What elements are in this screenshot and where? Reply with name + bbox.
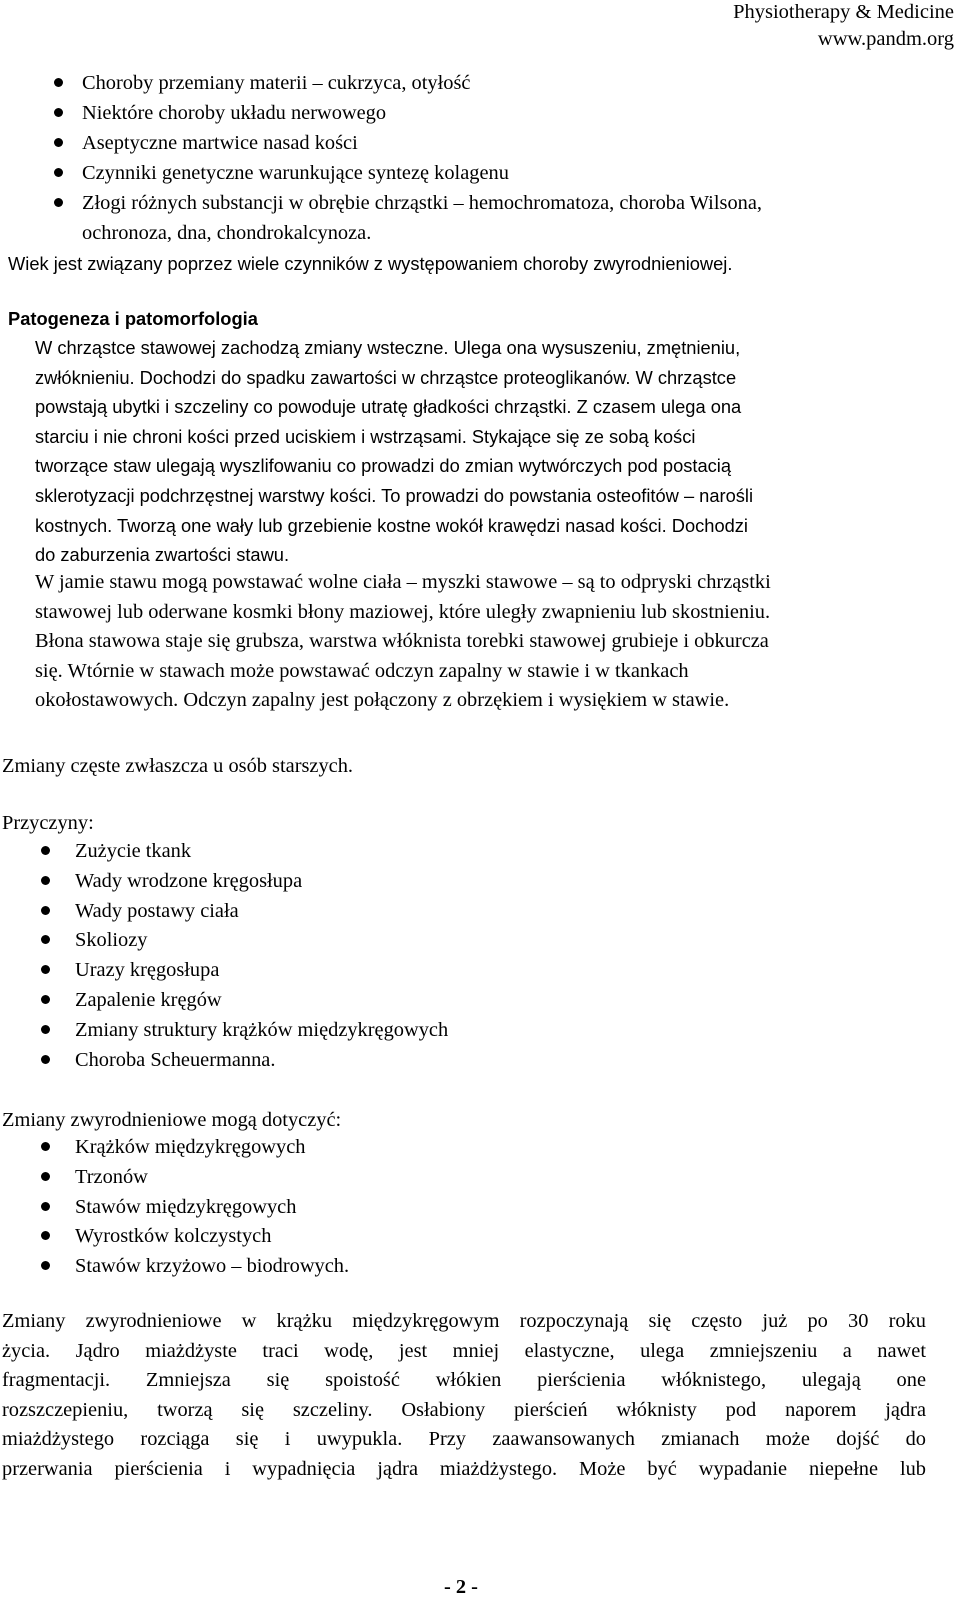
paragraph-line: rozszczepieniu, tworzą się szczeliny. Osłabiony pierścień włóknisty pod naporem jądra [2,1398,926,1421]
risk-factors-list [82,68,762,218]
degenerative-list [75,1132,349,1281]
paragraph-line: stawowej lub oderwane kosmki błony maziowej, które uległy zwapnieniu lub skostnieniu. [35,600,771,623]
header-title: Physiotherapy & Medicine [733,1,954,23]
list-item: Choroba Scheuermanna. [75,1045,448,1075]
list-item: Wady wrodzone kręgosłupa [75,866,448,896]
causes-list [75,836,448,1074]
paragraph-line: tworzące staw ulegają wyszlifowaniu co prowadzi do zmian wytwórczych pod postacią [35,455,732,477]
disc-paragraph [2,1307,926,1485]
paragraph-line: starciu i nie chroni kości przed uciskiem i wstrząsami. Stykające się ze sobą kości [35,425,696,447]
paragraph-line: Błona stawowa staje się grubsza, warstwa włóknista torebki stawowej grubieje i obkurcza [35,630,769,653]
list-item: Skoliozy [75,925,448,955]
paragraph-line: życia. Jądro miażdżyste traci wodę, jest mniej elastyczne, ulega zmniejszeniu a nawet [2,1339,926,1362]
joint-paragraph [35,568,915,716]
paragraph-line: się. Wtórnie w stawach może powstawać odczyn zapalny w stawie i w tkankach [35,659,689,682]
list-item: Zmiany struktury krążków międzykręgowych [75,1015,448,1045]
paragraph-line: sklerotyzacji podchrzęstnej warstwy kości. To prowadzi do powstania osteofitów – narośli [35,484,754,506]
paragraph-line: miażdżystego rozciąga się i uwypukla. Przy zaawansowanych zmianach może dojść do [2,1428,926,1451]
list-item: Stawów międzykręgowych [75,1192,349,1222]
list-item: Zużycie tkank [75,836,448,866]
section-heading: Patogeneza i patomorfologia [8,308,258,329]
paragraph-line: przerwania pierścienia i wypadnięcia jądra miażdżystego. Może być wypadanie niepełne lub [2,1457,926,1480]
paragraph-line: zwłóknieniu. Dochodzi do spadku zawartości w chrząstce proteoglikanów. W chrząstce [35,366,737,388]
list-item: Czynniki genetyczne warunkujące syntezę kolagenu [82,158,762,188]
paragraph-line: do zaburzenia zwartości stawu. [35,544,290,566]
paragraph-line: fragmentacji. Zmniejsza się spoistość włókien pierścienia włóknistego, ulegają one [2,1369,926,1392]
paragraph-line: powstają ubytki i szczeliny co powoduje utratę gładkości chrząstki. Z czasem ulega ona [35,396,742,418]
list-item: Urazy kręgosłupa [75,955,448,985]
list-item: Stawów krzyżowo – biodrowych. [75,1251,349,1281]
elderly-sentence: Zmiany częste zwłaszcza u osób starszych. [2,755,354,777]
list-item: Wyrostków kolczystych [75,1221,349,1251]
patogeneza-paragraph [35,333,890,570]
age-sentence: Wiek jest związany poprzez wiele czynników z występowaniem choroby zwyrodnieniowej. [8,253,733,274]
list-item: Aseptyczne martwice nasad kości [82,128,762,158]
list-item: Trzonów [75,1162,349,1192]
list-item: Krążków międzykręgowych [75,1132,349,1162]
list-item: Niektóre choroby układu nerwowego [82,98,762,128]
list-item: Choroby przemiany materii – cukrzyca, otyłość [82,68,762,98]
paragraph-line: Zmiany zwyrodnieniowe w krążku międzykręgowym rozpoczynają się często już po 30 roku [2,1310,926,1332]
paragraph-line: okołostawowych. Odczyn zapalny jest połączony z obrzękiem i wysiękiem w stawie. [35,689,730,712]
list-item: Złogi różnych substancji w obrębie chrząstki – hemochromatoza, choroba Wilsona, [82,188,762,218]
paragraph-line: kostnych. Tworzą one wały lub grzebienie kostne wokół krawędzi nasad kości. Dochodzi [35,514,748,536]
paragraph-line: W chrząstce stawowej zachodzą zmiany wsteczne. Ulega ona wysuszeniu, zmętnieniu, [35,337,741,358]
list-item: Wady postawy ciała [75,896,448,926]
causes-label: Przyczyny: [2,812,94,834]
header-url: www.pandm.org [817,28,954,50]
degenerative-label: Zmiany zwyrodnieniowe mogą dotyczyć: [2,1109,342,1131]
list-continuation: ochronoza, dna, chondrokalcynoza. [82,222,372,244]
list-item: Zapalenie kręgów [75,985,448,1015]
paragraph-line: W jamie stawu mogą powstawać wolne ciała – myszki stawowe – są to odpryski chrząstki [35,571,771,593]
page-number: - 2 - [444,1576,478,1598]
